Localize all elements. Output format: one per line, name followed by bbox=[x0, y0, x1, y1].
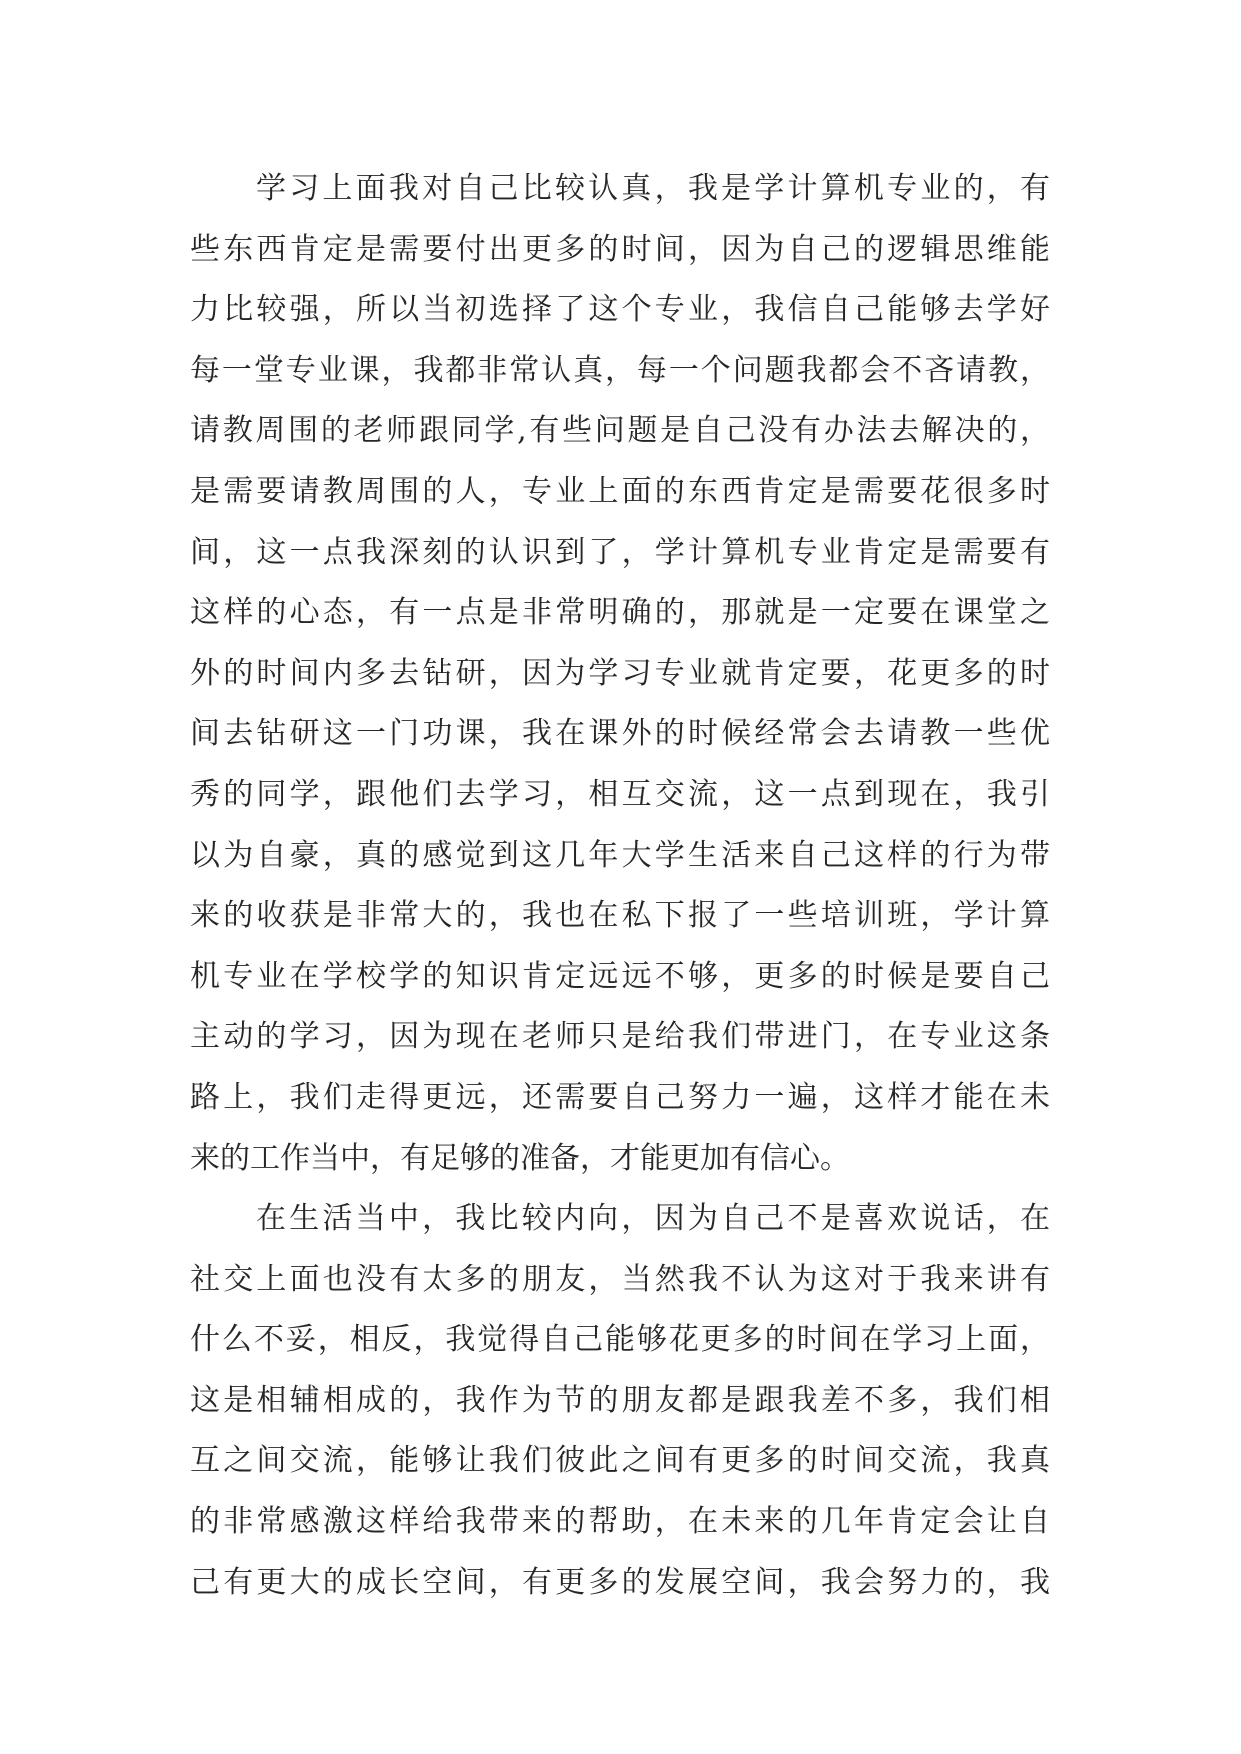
paragraph-2-line-7: 己有更大的成长空间，有更多的发展空间，我会努力的，我 bbox=[190, 1564, 1050, 1600]
paragraph-2-line-3: 什么不妥，相反，我觉得自己能够花更多的时间在学习上面， bbox=[190, 1322, 1050, 1358]
paragraph-1-line-2: 些东西肯定是需要付出更多的时间，因为自己的逻辑思维能 bbox=[190, 231, 1050, 267]
body-text bbox=[190, 159, 1050, 1613]
paragraph-1-line-4: 每一堂专业课，我都非常认真，每一个问题我都会不吝请教， bbox=[190, 352, 1050, 388]
paragraph-1-line-14: 机专业在学校学的知识肯定远远不够，更多的时候是要自己 bbox=[190, 958, 1050, 994]
paragraph-1-line-5: 请教周围的老师跟同学,有些问题是自己没有办法去解决的， bbox=[190, 413, 1050, 449]
paragraph-2-line-5: 互之间交流，能够让我们彼此之间有更多的时间交流，我真 bbox=[190, 1443, 1050, 1479]
paragraph-1-line-7: 间，这一点我深刻的认识到了，学计算机专业肯定是需要有 bbox=[190, 534, 1050, 570]
paragraph-2-line-2: 社交上面也没有太多的朋友，当然我不认为这对于我来讲有 bbox=[190, 1261, 1050, 1297]
paragraph-2-line-4: 这是相辅相成的，我作为节的朋友都是跟我差不多，我们相 bbox=[190, 1382, 1050, 1418]
paragraph-1-line-10: 间去钻研这一门功课，我在课外的时候经常会去请教一些优 bbox=[190, 716, 1050, 752]
paragraph-1-line-8: 这样的心态，有一点是非常明确的，那就是一定要在课堂之 bbox=[190, 595, 1050, 631]
paragraph-1-line-1: 学习上面我对自己比较认真，我是学计算机专业的，有 bbox=[256, 171, 1050, 206]
paragraph-1-line-16: 路上，我们走得更远，还需要自己努力一遍，这样才能在未 bbox=[190, 1079, 1050, 1115]
paragraph-1-line-11: 秀的同学，跟他们去学习，相互交流，这一点到现在，我引 bbox=[190, 776, 1050, 812]
paragraph-2-line-1: 在生活当中，我比较内向，因为自己不是喜欢说话，在 bbox=[256, 1201, 1050, 1237]
paragraph-1-line-3: 力比较强，所以当初选择了这个专业，我信自己能够去学好 bbox=[190, 292, 1050, 328]
paragraph-1-line-15: 主动的学习，因为现在老师只是给我们带进门，在专业这条 bbox=[190, 1019, 1050, 1055]
paragraph-1-line-6: 是需要请教周围的人，专业上面的东西肯定是需要花很多时 bbox=[190, 473, 1050, 509]
paragraph-1-line-17: 来的工作当中，有足够的准备，才能更加有信心。 bbox=[190, 1140, 850, 1176]
paragraph-2-line-6: 的非常感激这样给我带来的帮助，在未来的几年肯定会让自 bbox=[190, 1504, 1050, 1540]
paragraph-1-line-13: 来的收获是非常大的，我也在私下报了一些培训班，学计算 bbox=[190, 898, 1050, 934]
paragraph-1-line-12: 以为自豪，真的感觉到这几年大学生活来自己这样的行为带 bbox=[190, 837, 1050, 873]
paragraph-1-line-9: 外的时间内多去钻研，因为学习专业就肯定要，花更多的时 bbox=[190, 655, 1050, 691]
